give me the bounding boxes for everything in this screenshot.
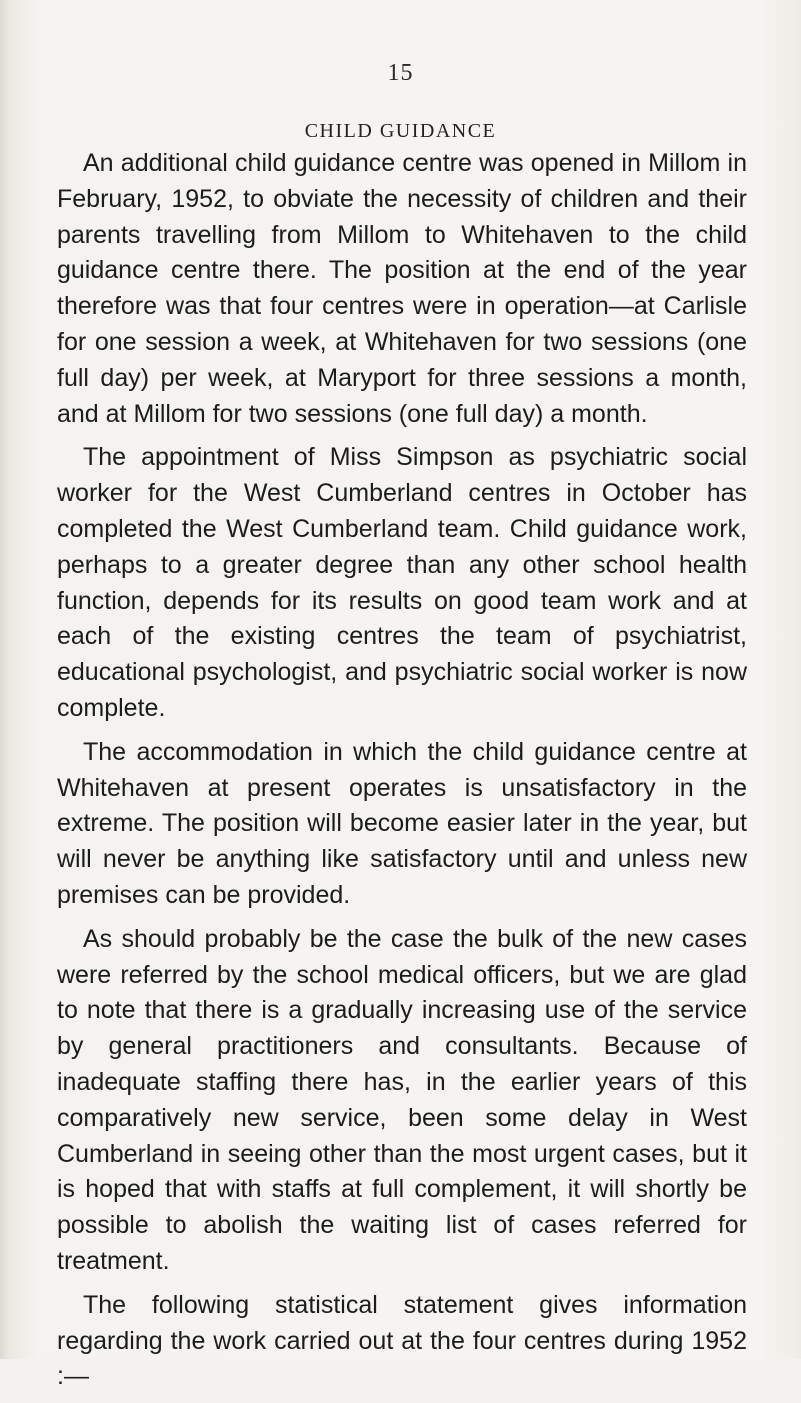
page-number: 15	[387, 60, 414, 86]
paragraph: The appointment of Miss Simpson as psychiatric social worker for the West Cumberland centres in October has completed the West Cumberland team. Child guidance work, perhaps to a greater degree than any other school health function, depends for its results on good team work and at each of the existing centres the team of psychiatrist, educational psychologist, and psychiatric social worker is now complete.	[57, 443, 747, 722]
paragraph: The following statistical statement gives information regarding the work carried out at the four centres during 1952 :—	[57, 1290, 747, 1391]
body-text	[57, 146, 747, 1403]
paragraph: An additional child guidance centre was opened in Millom in February, 1952, to obviate the necessity of children and their parents travelling from Millom to Whitehaven to the child guidance centre there. The position at the end of the year therefore was that four centres were in operation—at Carlisle for one session a week, at Whitehaven for two sessions (one full day) per week, at Maryport for three sessions a month, and at Millom for two sessions (one full day) a month.	[57, 149, 747, 428]
paragraph: The accommodation in which the child guidance centre at Whitehaven at present operates is unsatisfactory in the extreme. The position will become easier later in the year, but will never be anything like satisfactory until and unless new premises can be provided.	[57, 737, 747, 909]
section-title: CHILD GUIDANCE	[304, 120, 497, 142]
paragraph: As should probably be the case the bulk of the new cases were referred by the school medical officers, but we are glad to note that there is a gradually increasing use of the service by general practitioners and consultants. Because of inadequate staffing there has, in the earlier years of this comparatively new service, been some delay in West Cumberland in seeing other than the most urgent cases, but it is hoped that with staffs at full complement, it will shortly be possible to abolish the waiting list of cases referred for treatment.	[57, 924, 747, 1275]
